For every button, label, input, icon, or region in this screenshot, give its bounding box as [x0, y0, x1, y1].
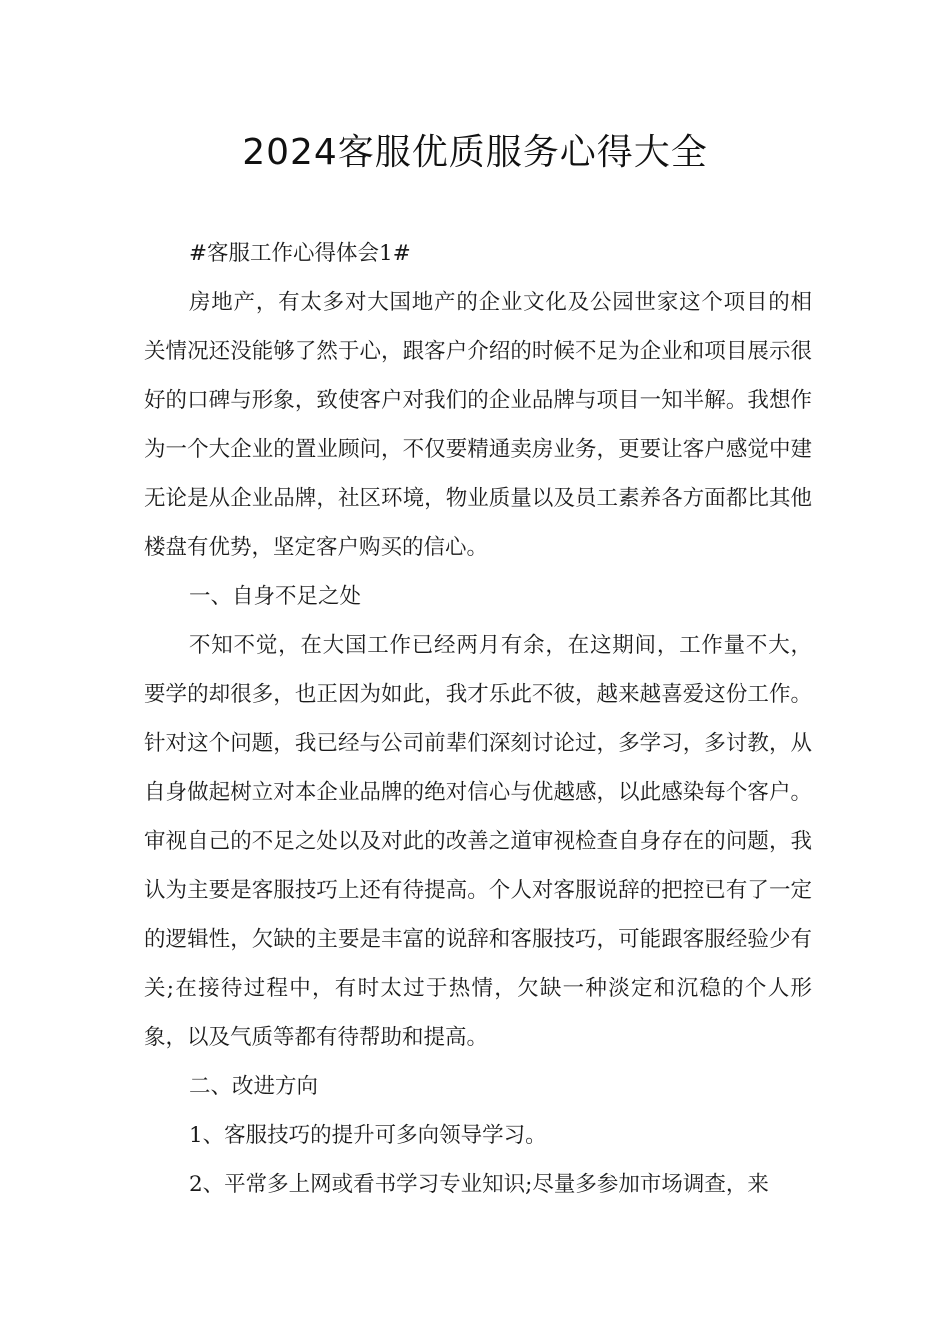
paragraph: 不知不觉，在大国工作已经两月有余，在这期间，工作量不大，要学的却很多，也正因为如此，我才乐此不彼，越来越喜爱这份工作。针对这个问题，我已经与公司前辈们深刻讨论过，多学习，多讨教，从自身做起树立对本企业品牌的绝对信心与优越感，以此感染每个客户。审视自己的不足之处以及对此的改善之道审视检查自身存在的问题，我认为主要是客服技巧上还有待提高。个人对客服说辞的把控已有了一定的逻辑性，欠缺的主要是丰富的说辞和客服技巧，可能跟客服经验少有关;在接待过程中，有时太过于热情，欠缺一种淡定和沉稳的个人形象，以及气质等都有待帮助和提高。 [144, 633, 812, 1050]
list-item: 1、客服技巧的提升可多向领导学习。 [189, 1123, 547, 1148]
section-heading: 一、自身不足之处 [189, 584, 362, 609]
list-item: 2、平常多上网或看书学习专业知识;尽量多参加市场调查，来 [189, 1172, 769, 1197]
document-body [144, 229, 812, 1209]
section-heading: #客服工作心得体会1# [189, 241, 411, 266]
paragraph: 房地产，有太多对大国地产的企业文化及公园世家这个项目的相关情况还没能够了然于心，跟客户介绍的时候不足为企业和项目展示很好的口碑与形象，致使客户对我们的企业品牌与项目一知半解。我想作为一个大企业的置业顾问，不仅要精通卖房业务，更要让客户感觉中建无论是从企业品牌，社区环境，物业质量以及员工素养各方面都比其他楼盘有优势，坚定客户购买的信心。 [144, 290, 812, 560]
section-heading: 二、改进方向 [189, 1074, 319, 1099]
document-title: 2024客服优质服务心得大全 [242, 132, 708, 173]
